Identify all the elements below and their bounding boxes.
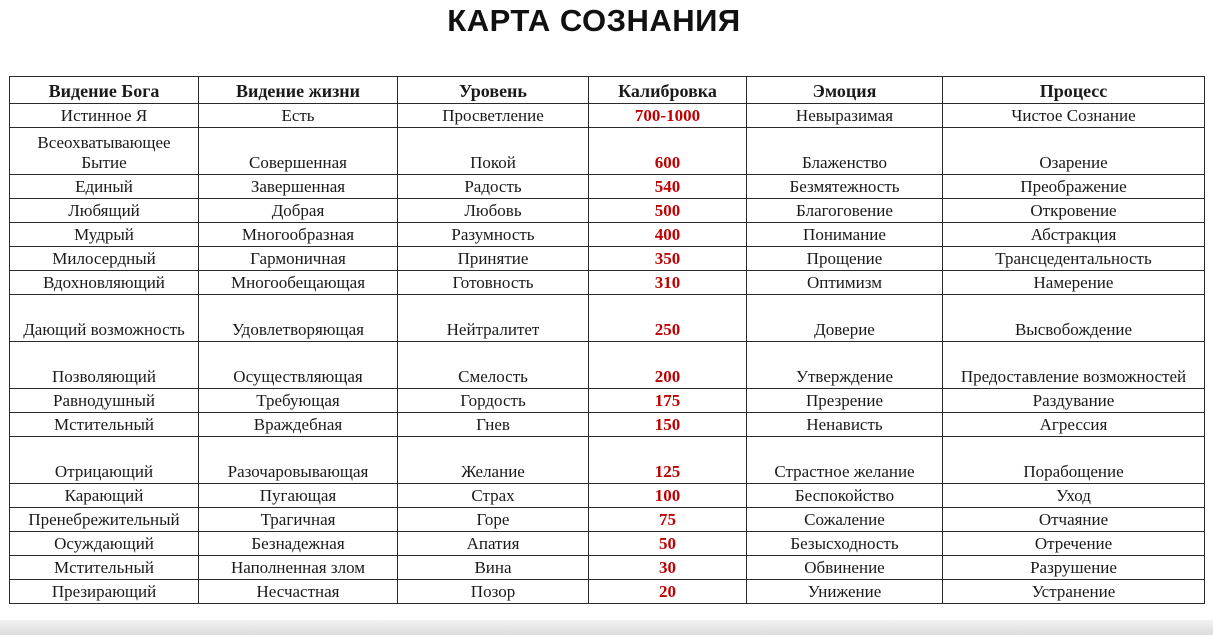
cell-god-view: Милосердный bbox=[10, 247, 199, 271]
cell-process: Высвобождение bbox=[943, 295, 1205, 342]
cell-process: Агрессия bbox=[943, 413, 1205, 437]
cell-emotion: Беспокойство bbox=[747, 484, 943, 508]
cell-calibration: 150 bbox=[589, 413, 747, 437]
cell-god-view: Презирающий bbox=[10, 580, 199, 604]
cell-process: Откровение bbox=[943, 199, 1205, 223]
cell-god-view: Истинное Я bbox=[10, 104, 199, 128]
cell-emotion: Страстное желание bbox=[747, 437, 943, 484]
table-row bbox=[10, 128, 1205, 175]
table-row bbox=[10, 437, 1205, 484]
cell-calibration: 75 bbox=[589, 508, 747, 532]
cell-god-view: Пренебрежительный bbox=[10, 508, 199, 532]
cell-life-view: Безнадежная bbox=[199, 532, 398, 556]
cell-emotion: Презрение bbox=[747, 389, 943, 413]
cell-level: Горе bbox=[398, 508, 589, 532]
cell-god-view: Позволяющий bbox=[10, 342, 199, 389]
cell-life-view: Несчастная bbox=[199, 580, 398, 604]
cell-level: Принятие bbox=[398, 247, 589, 271]
cell-life-view: Гармоничная bbox=[199, 247, 398, 271]
cell-process: Трансцедентальность bbox=[943, 247, 1205, 271]
cell-process: Разрушение bbox=[943, 556, 1205, 580]
cell-calibration: 250 bbox=[589, 295, 747, 342]
cell-emotion: Доверие bbox=[747, 295, 943, 342]
cell-life-view: Многообещающая bbox=[199, 271, 398, 295]
cell-life-view: Разочаровывающая bbox=[199, 437, 398, 484]
cell-emotion: Прощение bbox=[747, 247, 943, 271]
cell-calibration: 500 bbox=[589, 199, 747, 223]
cell-calibration: 600 bbox=[589, 128, 747, 175]
page-title: КАРТА СОЗНАНИЯ bbox=[447, 3, 741, 38]
cell-life-view: Осуществляющая bbox=[199, 342, 398, 389]
cell-emotion: Безмятежность bbox=[747, 175, 943, 199]
table-row bbox=[10, 556, 1205, 580]
table-row bbox=[10, 247, 1205, 271]
cell-level: Позор bbox=[398, 580, 589, 604]
cell-calibration: 350 bbox=[589, 247, 747, 271]
cell-level: Желание bbox=[398, 437, 589, 484]
cell-life-view: Многообразная bbox=[199, 223, 398, 247]
cell-level: Вина bbox=[398, 556, 589, 580]
cell-calibration: 200 bbox=[589, 342, 747, 389]
cell-god-view: Единый bbox=[10, 175, 199, 199]
cell-emotion: Благоговение bbox=[747, 199, 943, 223]
table-row bbox=[10, 508, 1205, 532]
cell-level: Любовь bbox=[398, 199, 589, 223]
cell-god-view: Всеохватывающее Бытие bbox=[10, 128, 199, 175]
table-row bbox=[10, 389, 1205, 413]
cell-god-view: Равнодушный bbox=[10, 389, 199, 413]
cell-god-view: Осуждающий bbox=[10, 532, 199, 556]
cell-level: Смелость bbox=[398, 342, 589, 389]
table-row bbox=[10, 104, 1205, 128]
table-row bbox=[10, 295, 1205, 342]
bottom-edge-shadow bbox=[0, 620, 1213, 635]
cell-emotion: Унижение bbox=[747, 580, 943, 604]
cell-calibration: 125 bbox=[589, 437, 747, 484]
cell-process: Озарение bbox=[943, 128, 1205, 175]
cell-calibration: 100 bbox=[589, 484, 747, 508]
cell-life-view: Завершенная bbox=[199, 175, 398, 199]
table-row bbox=[10, 223, 1205, 247]
cell-god-view: Мудрый bbox=[10, 223, 199, 247]
cell-level: Нейтралитет bbox=[398, 295, 589, 342]
cell-life-view: Удовлетворяющая bbox=[199, 295, 398, 342]
cell-calibration: 20 bbox=[589, 580, 747, 604]
cell-god-view: Мстительный bbox=[10, 413, 199, 437]
cell-emotion: Безысходность bbox=[747, 532, 943, 556]
cell-level: Радость bbox=[398, 175, 589, 199]
consciousness-map-table bbox=[9, 76, 1205, 604]
cell-process: Устранение bbox=[943, 580, 1205, 604]
table-row bbox=[10, 413, 1205, 437]
cell-emotion: Понимание bbox=[747, 223, 943, 247]
cell-god-view: Дающий возможность bbox=[10, 295, 199, 342]
cell-emotion: Оптимизм bbox=[747, 271, 943, 295]
header-level: Уровень bbox=[398, 77, 589, 104]
cell-emotion: Сожаление bbox=[747, 508, 943, 532]
cell-life-view: Трагичная bbox=[199, 508, 398, 532]
cell-calibration: 175 bbox=[589, 389, 747, 413]
cell-emotion: Блаженство bbox=[747, 128, 943, 175]
cell-calibration: 400 bbox=[589, 223, 747, 247]
cell-level: Апатия bbox=[398, 532, 589, 556]
cell-level: Покой bbox=[398, 128, 589, 175]
cell-god-view: Любящий bbox=[10, 199, 199, 223]
cell-life-view: Требующая bbox=[199, 389, 398, 413]
cell-level: Готовность bbox=[398, 271, 589, 295]
cell-god-view: Вдохновляющий bbox=[10, 271, 199, 295]
cell-process: Раздувание bbox=[943, 389, 1205, 413]
table-row bbox=[10, 484, 1205, 508]
header-process: Процесс bbox=[943, 77, 1205, 104]
cell-god-view: Мстительный bbox=[10, 556, 199, 580]
cell-emotion: Утверждение bbox=[747, 342, 943, 389]
cell-life-view: Пугающая bbox=[199, 484, 398, 508]
table-row bbox=[10, 532, 1205, 556]
table-row bbox=[10, 175, 1205, 199]
header-calibration: Калибровка bbox=[589, 77, 747, 104]
cell-level: Гнев bbox=[398, 413, 589, 437]
cell-life-view: Добрая bbox=[199, 199, 398, 223]
cell-level: Страх bbox=[398, 484, 589, 508]
cell-emotion: Обвинение bbox=[747, 556, 943, 580]
cell-life-view: Есть bbox=[199, 104, 398, 128]
cell-life-view: Враждебная bbox=[199, 413, 398, 437]
cell-life-view: Совершенная bbox=[199, 128, 398, 175]
cell-process: Предоставление возможностей bbox=[943, 342, 1205, 389]
cell-process: Чистое Сознание bbox=[943, 104, 1205, 128]
cell-calibration: 30 bbox=[589, 556, 747, 580]
table-row bbox=[10, 342, 1205, 389]
cell-life-view: Наполненная злом bbox=[199, 556, 398, 580]
cell-process: Уход bbox=[943, 484, 1205, 508]
table-row bbox=[10, 580, 1205, 604]
cell-process: Намерение bbox=[943, 271, 1205, 295]
table-header-row bbox=[10, 77, 1205, 104]
cell-level: Просветление bbox=[398, 104, 589, 128]
cell-process: Отчаяние bbox=[943, 508, 1205, 532]
cell-calibration: 540 bbox=[589, 175, 747, 199]
table-row bbox=[10, 271, 1205, 295]
cell-calibration: 700-1000 bbox=[589, 104, 747, 128]
table-row bbox=[10, 199, 1205, 223]
header-life-view: Видение жизни bbox=[199, 77, 398, 104]
cell-level: Разумность bbox=[398, 223, 589, 247]
cell-process: Порабощение bbox=[943, 437, 1205, 484]
cell-god-view: Карающий bbox=[10, 484, 199, 508]
cell-calibration: 50 bbox=[589, 532, 747, 556]
cell-god-view: Отрицающий bbox=[10, 437, 199, 484]
header-god-view: Видение Бога bbox=[10, 77, 199, 104]
cell-process: Абстракция bbox=[943, 223, 1205, 247]
cell-emotion: Невыразимая bbox=[747, 104, 943, 128]
cell-emotion: Ненависть bbox=[747, 413, 943, 437]
cell-process: Преображение bbox=[943, 175, 1205, 199]
cell-process: Отречение bbox=[943, 532, 1205, 556]
cell-calibration: 310 bbox=[589, 271, 747, 295]
cell-level: Гордость bbox=[398, 389, 589, 413]
header-emotion: Эмоция bbox=[747, 77, 943, 104]
